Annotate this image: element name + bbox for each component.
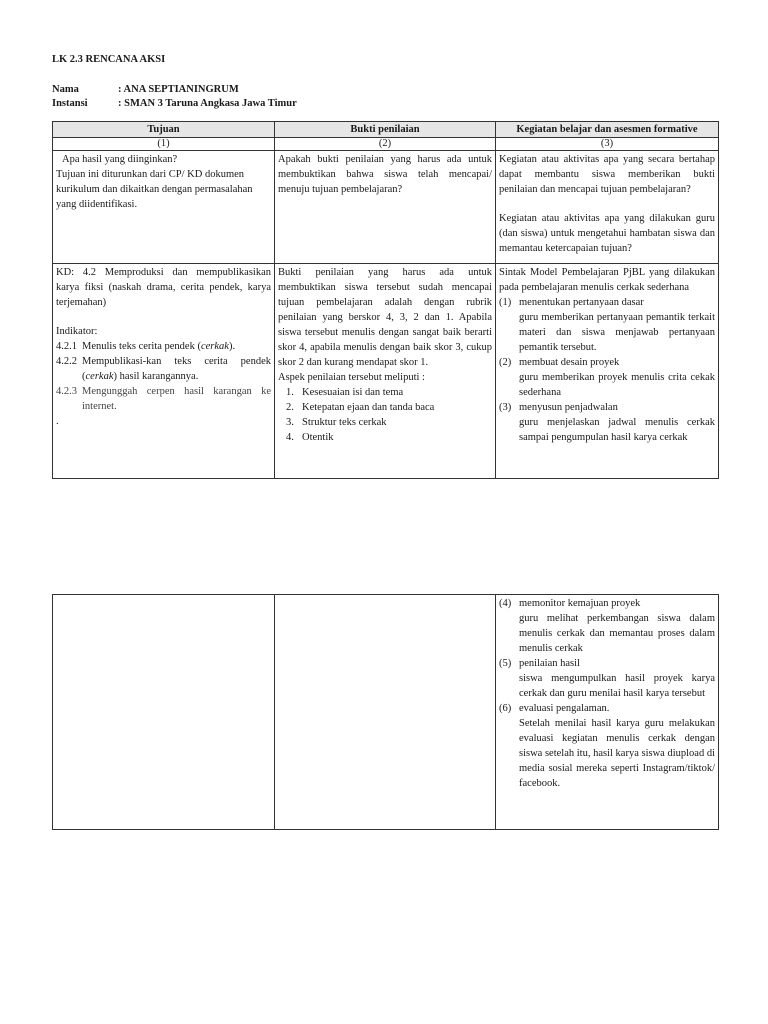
sintak-steps <box>499 400 715 415</box>
kd-text: KD: 4.2 Memproduksi dan mempublikasikan karya fiksi (naskah drama, cerita pendek, karya terjemahan) <box>56 267 271 308</box>
trailing-dot: . <box>56 416 59 427</box>
sintak-steps <box>499 596 715 611</box>
step-number: (4) <box>499 598 512 609</box>
continuation-kegiatan <box>496 595 719 830</box>
indikator-1-end: ). <box>228 341 236 352</box>
tujuan-cell <box>53 264 275 479</box>
step-item <box>499 596 715 611</box>
step-title: evaluasi pengalaman. <box>519 703 610 714</box>
step-item <box>499 656 715 671</box>
aspek-text: Otentik <box>302 432 334 443</box>
continuation-bukti <box>275 595 496 830</box>
guide-tujuan-text: Tujuan ini diturunkan dari CP/ KD dokumen kurikulum dan dikaitkan dengan permasalahan yang diidentifikasi. <box>56 169 253 210</box>
step-number: (6) <box>499 703 512 714</box>
step-number: (3) <box>499 402 512 413</box>
bukti-text: Bukti penilaian yang harus ada untuk membuktikan siswa tersebut sudah mencapai tujuan pembelajaran adalah dengan rubrik penilaian yang berskor 4, 3, 2 dan 1. Apabila siswa tersebut menulis dengan sangat baik berarti skor 4, apabila menulis dengan baik skor 3, cukup skor 2 dan kurang mendapat skor 1. <box>278 267 492 368</box>
step-number: (5) <box>499 658 512 669</box>
guide-tujuan-question: Apa hasil yang diinginkan? <box>62 154 178 165</box>
col-number-2: (2) <box>275 138 496 151</box>
col-number-1: (1) <box>53 138 275 151</box>
indikator-2-text: Mempublikasi-kan teks cerita pendek ( <box>82 356 271 382</box>
aspek-text: Struktur teks cerkak <box>302 417 387 428</box>
col-number-3: (3) <box>496 138 719 151</box>
guide-row <box>53 151 719 264</box>
continuation-table <box>52 594 719 830</box>
nama-label: Nama <box>52 84 79 95</box>
header-kegiatan: Kegiatan belajar dan asesmen formative <box>496 122 719 138</box>
aspek-label: Aspek penilaian tersebut meliputi : <box>278 372 425 383</box>
step-item <box>499 400 715 415</box>
kegiatan-cell <box>496 264 719 479</box>
step-title: memonitor kemajuan proyek <box>519 598 641 609</box>
number-row <box>53 138 719 151</box>
indikator-label: Indikator: <box>56 326 98 337</box>
instansi-label: Instansi <box>52 98 88 109</box>
indikator-1-italic: cerkak <box>200 341 229 352</box>
sintak-steps <box>499 355 715 370</box>
step-item <box>499 355 715 370</box>
aspek-item <box>286 415 492 430</box>
indikator-1 <box>56 339 271 354</box>
guide-bukti: Apakah bukti penilaian yang harus ada untuk membuktikan bahwa siswa telah mencapai/ menuju tujuan pembelajaran? <box>275 151 496 264</box>
aspek-item <box>286 385 492 400</box>
step-desc: guru melihat perkembangan siswa dalam menulis cerkak dan memantau proses dalam menulis cerkak <box>519 613 715 654</box>
aspek-item <box>286 430 492 445</box>
nama-line <box>52 82 239 97</box>
sintak-steps <box>499 701 715 716</box>
indikator-3 <box>56 384 271 414</box>
aspek-number: 2. <box>286 402 294 413</box>
step-desc: guru memberikan proyek menulis crita cekak sederhana <box>519 372 715 398</box>
indikator-2 <box>56 354 271 384</box>
indikator-2-number: 4.2.2 <box>56 356 77 367</box>
aspek-number: 4. <box>286 432 294 443</box>
aspek-text: Kesesuaian isi dan tema <box>302 387 404 398</box>
sintak-steps <box>499 656 715 671</box>
indikator-3-text: Mengunggah cerpen hasil karangan ke internet. <box>82 386 271 412</box>
indikator-2-end: ) hasil karangannya. <box>113 371 199 382</box>
step-number: (1) <box>499 297 512 308</box>
step-title: menyusun penjadwalan <box>519 402 618 413</box>
step-desc: siswa mengumpulkan hasil proyek karya cerkak dan guru menilai hasil karya tersebut <box>519 673 715 699</box>
aspek-list <box>278 385 492 445</box>
instansi-value: : SMAN 3 Taruna Angkasa Jawa Timur <box>118 98 297 109</box>
step-title: menentukan pertanyaan dasar <box>519 297 644 308</box>
guide-kegiatan-text-1: Kegiatan atau aktivitas apa yang secara bertahap dapat membantu siswa memberikan bukti penilaian dan mencapai tujuan pembelajaran? <box>499 154 715 195</box>
instansi-line <box>52 96 297 111</box>
aspek-text: Ketepatan ejaan dan tanda baca <box>302 402 435 413</box>
step-desc: guru memberikan pertanyaan pemantik terkait materi dan siswa menjawab pertanyaan pemantik tersebut. <box>519 312 715 353</box>
rencana-aksi-table <box>52 121 719 479</box>
header-tujuan: Tujuan <box>53 122 275 138</box>
content-row <box>53 264 719 479</box>
step-title: penilaian hasil <box>519 658 580 669</box>
header-row <box>53 122 719 138</box>
sintak-steps <box>499 295 715 310</box>
guide-tujuan <box>53 151 275 264</box>
step-desc: Setelah menilai hasil karya guru melakukan evaluasi kegiatan menulis cerkak dengan siswa setelah itu, hasil karya siswa diupload di media sosial mereka seperti Instagram/tiktok/ facebook. <box>519 718 715 789</box>
sintak-text: Sintak Model Pembelajaran PjBL yang dilakukan pada pembelajaran menulis cerkak sederhana <box>499 267 715 293</box>
step-number: (2) <box>499 357 512 368</box>
step-item <box>499 295 715 310</box>
step-desc: guru menjelaskan jadwal menulis cerkak sampai pengumpulan hasil karya cerkak <box>519 417 715 443</box>
aspek-item <box>286 400 492 415</box>
indikator-1-text: Menulis teks cerita pendek ( <box>82 341 201 352</box>
continuation-row <box>53 595 719 830</box>
header-bukti: Bukti penilaian <box>275 122 496 138</box>
guide-kegiatan-text-2: Kegiatan atau aktivitas apa yang dilakukan guru (dan siswa) untuk mengetahui hambatan siswa dan memantau ketercapaian tujuan? <box>499 213 715 254</box>
aspek-number: 3. <box>286 417 294 428</box>
indikator-1-number: 4.2.1 <box>56 341 77 352</box>
step-title: membuat desain proyek <box>519 357 620 368</box>
bukti-cell <box>275 264 496 479</box>
document-title: LK 2.3 RENCANA AKSI <box>52 54 166 65</box>
step-item <box>499 701 715 716</box>
nama-value: : ANA SEPTIANINGRUM <box>118 84 239 95</box>
continuation-tujuan <box>53 595 275 830</box>
indikator-2-italic: cerkak <box>85 371 114 382</box>
guide-kegiatan <box>496 151 719 264</box>
aspek-number: 1. <box>286 387 294 398</box>
indikator-3-number: 4.2.3 <box>56 386 77 397</box>
